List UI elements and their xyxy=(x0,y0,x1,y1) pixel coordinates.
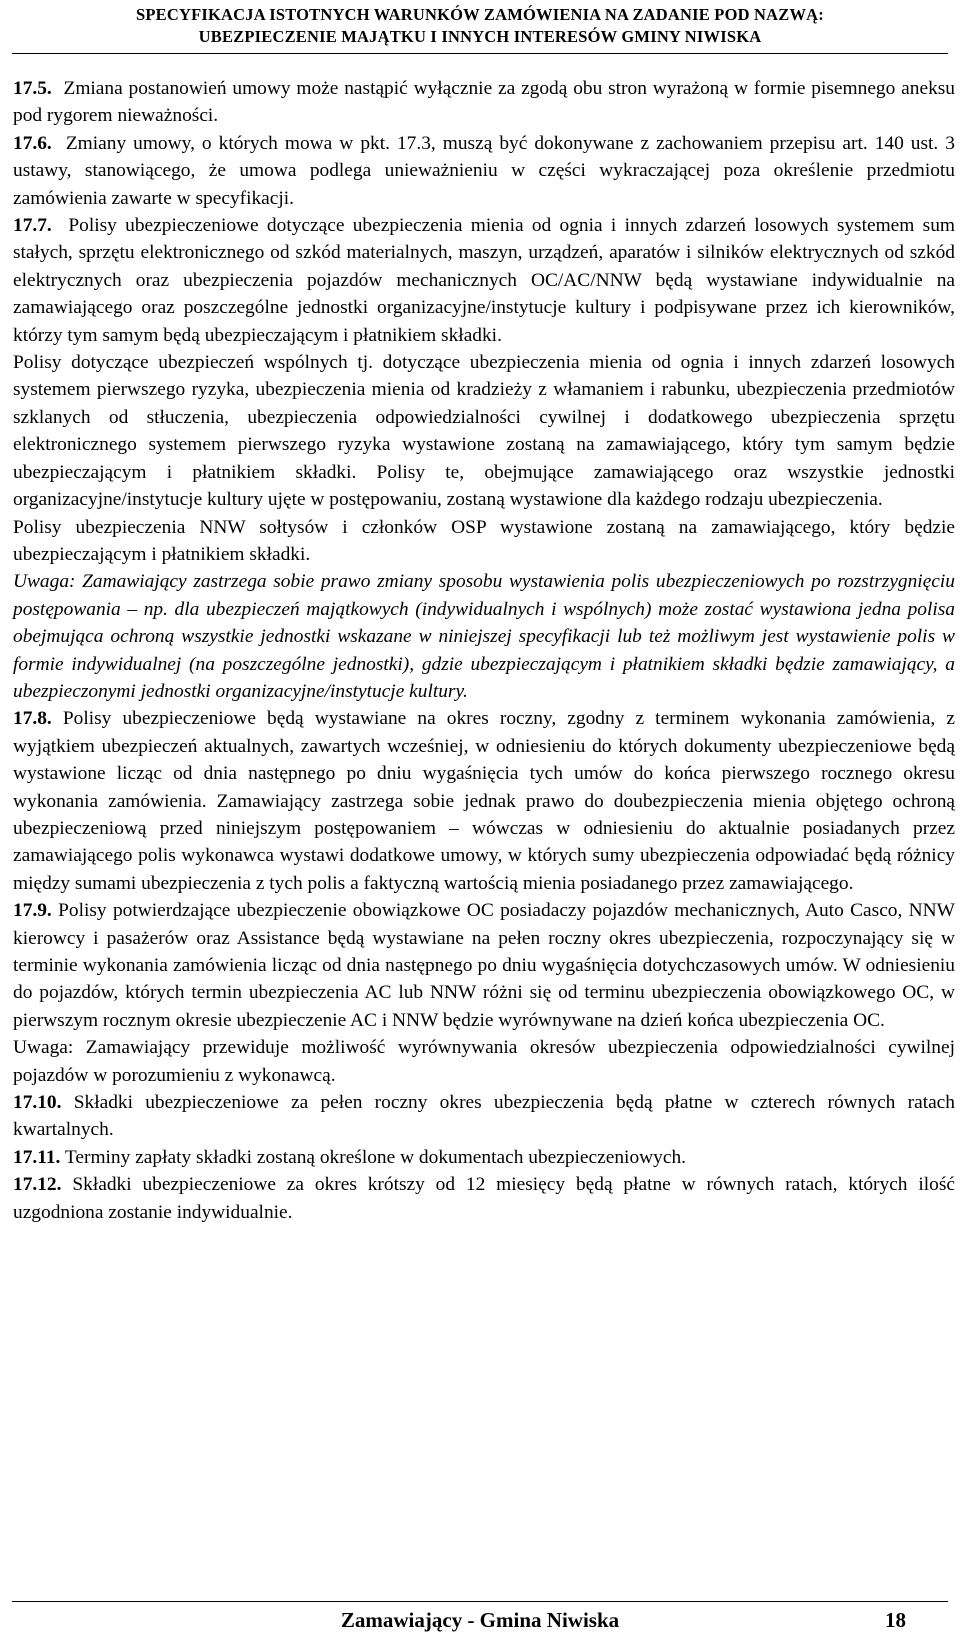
page-number: 18 xyxy=(885,1608,906,1632)
section-number: 17.6. xyxy=(13,132,52,154)
section-17-11 xyxy=(13,1144,955,1171)
section-17-7 xyxy=(13,212,955,349)
document-body xyxy=(13,75,955,1226)
section-text: Zmiana postanowień umowy może nastąpić wyłącznie za zgodą obu stron wyrażoną w formie pisemnego aneksu pod rygorem nieważności. xyxy=(13,78,956,127)
section-number: 17.10. xyxy=(13,1092,62,1114)
section-number: 17.12. xyxy=(13,1174,62,1196)
footer-text: Zamawiający - Gmina Niwiska xyxy=(340,1608,620,1632)
section-17-6 xyxy=(13,130,955,212)
section-text: Składki ubezpieczeniowe za okres krótszy od 12 miesięcy będą płatne w równych ratach, których ilość uzgodniona zostanie indywidualnie. xyxy=(13,1174,955,1223)
section-17-7-note: Uwaga: Zamawiający zastrzega sobie prawo zmiany sposobu wystawienia polis ubezpieczeniowych po rozstrzygnięciu postępowania – np. dla ubezpieczeń majątkowych (indywidualnych i wspólnych) może zostać wystawiona jedna polisa obejmująca ochroną wszystkie jednostki wskazane w niniejszej specyfikacji lub też możliwym jest wystawienie polis w formie indywidualnej (na poszczególne jednostki), gdzie ubezpieczającym i płatnikiem składki będzie zamawiający, a ubezpieczonymi jednostki organizacyjne/instytucje kultury. xyxy=(13,571,955,702)
section-text: Polisy ubezpieczeniowe dotyczące ubezpieczenia mienia od ognia i innych zdarzeń losowych systemem sum stałych, sprzętu elektronicznego od szkód materialnych, maszyn, urządzeń, aparatów i silników elektrycznych od szkód elektrycznych oraz ubezpieczenia pojazdów mechanicznych OC/AC/NNW będą wystawiane indywidualnie na zamawiającego oraz poszczególne jednostki organizacyjne/instytucje kultury i podpisywane przez ich kierowników, którzy tym samym będą ubezpieczającym i płatnikiem składki. xyxy=(13,215,955,346)
section-number: 17.8. xyxy=(13,708,52,730)
section-17-5 xyxy=(13,75,955,130)
section-text: Zmiany umowy, o których mowa w pkt. 17.3, muszą być dokonywane z zachowaniem przepisu art. 140 ust. 3 ustawy, stanowiącego, że umowa podlega unieważnieniu w części wykraczającej poza określenie przedmiotu zamówienia zawarte w specyfikacji. xyxy=(13,132,955,209)
document-footer xyxy=(12,1605,948,1635)
section-number: 17.11. xyxy=(13,1146,61,1168)
section-text: Terminy zapłaty składki zostaną określone w dokumentach ubezpieczeniowych. xyxy=(64,1146,686,1168)
header-line-2: UBEZPIECZENIE MAJĄTKU I INNYCH INTERESÓW GMINY NIWISKA xyxy=(198,27,762,46)
section-17-8 xyxy=(13,705,955,897)
section-17-7-paragraph-3: Polisy ubezpieczenia NNW sołtysów i członków OSP wystawione zostaną na zamawiającego, który będzie ubezpieczającym i płatnikiem składki. xyxy=(13,516,955,565)
section-17-10 xyxy=(13,1089,955,1144)
section-17-7-paragraph-2: Polisy dotyczące ubezpieczeń wspólnych tj. dotyczące ubezpieczenia mienia od ognia i innych zdarzeń losowych systemem pierwszego ryzyka, ubezpieczenia mienia od kradzieży z włamaniem i rabunku, ubezpieczenia przedmiotów szklanych od stłuczenia, ubezpieczenia odpowiedzialności cywilnej i dodatkowego ubezpieczenia sprzętu elektronicznego systemem pierwszego ryzyka wystawione zostaną na zamawiającego, który tym samym będzie ubezpieczającym i płatnikiem składki. Polisy te, obejmujące zamawiającego oraz wszystkie jednostki organizacyjne/instytucje kultury ujęte w postępowaniu, zostaną wystawione dla każdego rodzaju ubezpieczenia. xyxy=(13,352,955,511)
footer-divider xyxy=(12,1601,948,1602)
section-text: Składki ubezpieczeniowe za pełen roczny okres ubezpieczenia będą płatne w czterech równych ratach kwartalnych. xyxy=(13,1092,955,1141)
section-text: Polisy potwierdzające ubezpieczenie obowiązkowe OC posiadaczy pojazdów mechanicznych, Auto Casco, NNW kierowcy i pasażerów oraz Assistance będą wystawiane na pełen roczny okres ubezpieczenia, rozpoczynający się w terminie wykonania zamówienia licząc od dnia następnego po dniu wygaśnięcia dotychczasowych umów. W odniesieniu do pojazdów, których termin ubezpieczenia AC lub NNW różni się od terminu ubezpieczenia obowiązkowego OC, w pierwszym rocznym okresie ubezpieczenie AC i NNW będzie wyrównywane na dzień końca ubezpieczenia OC. xyxy=(13,900,955,1031)
section-number: 17.5. xyxy=(13,78,52,99)
section-number: 17.9. xyxy=(13,900,52,922)
section-17-9 xyxy=(13,897,955,1034)
document-header xyxy=(0,4,960,48)
section-17-9-note: Uwaga: Zamawiający przewiduje możliwość wyrównywania okresów ubezpieczenia odpowiedzialności cywilnej pojazdów w porozumieniu z wykonawcą. xyxy=(13,1037,955,1086)
header-divider xyxy=(12,53,948,54)
section-17-12 xyxy=(13,1171,955,1226)
section-text: Polisy ubezpieczeniowe będą wystawiane na okres roczny, zgodny z terminem wykonania zamówienia, z wyjątkiem ubezpieczeń aktualnych, zawartych wcześniej, w odniesieniu do których dokumenty ubezpieczeniowe będą wystawione licząc od dnia następnego po dniu wygaśnięcia tych umów do końca pierwszego rocznego okresu wykonania zamówienia. Zamawiający zastrzega sobie jednak prawo do doubezpieczenia mienia objętego ochroną ubezpieczeniową przed niniejszym postępowaniem – wówczas w odniesieniu do aktualnie posiadanych przez zamawiającego polis wykonawca wystawi dodatkowe umowy, w których sumy ubezpieczenia odpowiadać będą różnicy między sumami ubezpieczenia z tych polis a faktyczną wartością mienia posiadanego przez zamawiającego. xyxy=(13,708,955,894)
header-line-1: SPECYFIKACJA ISTOTNYCH WARUNKÓW ZAMÓWIENIA NA ZADANIE POD NAZWĄ: xyxy=(135,5,824,24)
section-number: 17.7. xyxy=(13,215,52,237)
